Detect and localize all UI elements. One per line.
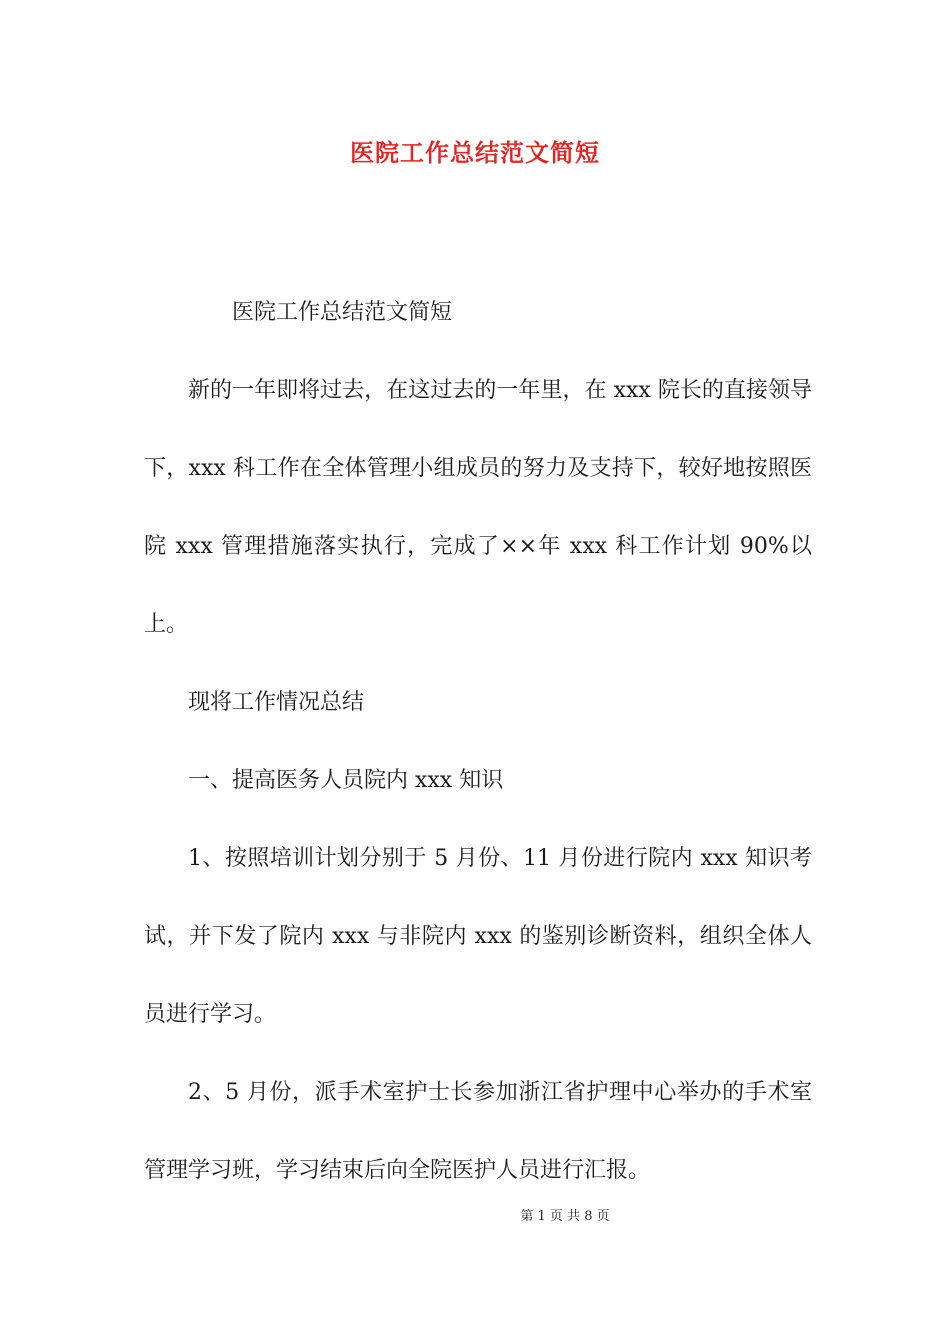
document-body xyxy=(144,274,812,1210)
page-number-footer: 第 1 页 共 8 页 xyxy=(520,1209,610,1224)
paragraph-item-1: 1、按照培训计划分别于 5 月份、11 月份进行院内 xxx 知识考试，并下发了院内 xxx 与非院内 xxx 的鉴别诊断资料，组织全体人员进行学习。 xyxy=(144,846,812,1027)
document-title: 医院工作总结范文简短 xyxy=(350,138,600,167)
section-heading-1: 一、提高医务人员院内 xxx 知识 xyxy=(188,768,504,793)
document-subtitle: 医院工作总结范文简短 xyxy=(232,300,453,325)
paragraph-intro: 新的一年即将过去，在这过去的一年里，在 xxx 院长的直接领导下，xxx 科工作在全体管理小组成员的努力及支持下，较好地按照医院 xxx 管理措施落实执行，完成了××年 xxx 科工作计划 90%以上。 xyxy=(144,378,812,637)
paragraph-summary-lead: 现将工作情况总结 xyxy=(188,690,365,715)
paragraph-item-2: 2、5 月份，派手术室护士长参加浙江省护理中心举办的手术室管理学习班，学习结束后向全院医护人员进行汇报。 xyxy=(144,1080,812,1183)
